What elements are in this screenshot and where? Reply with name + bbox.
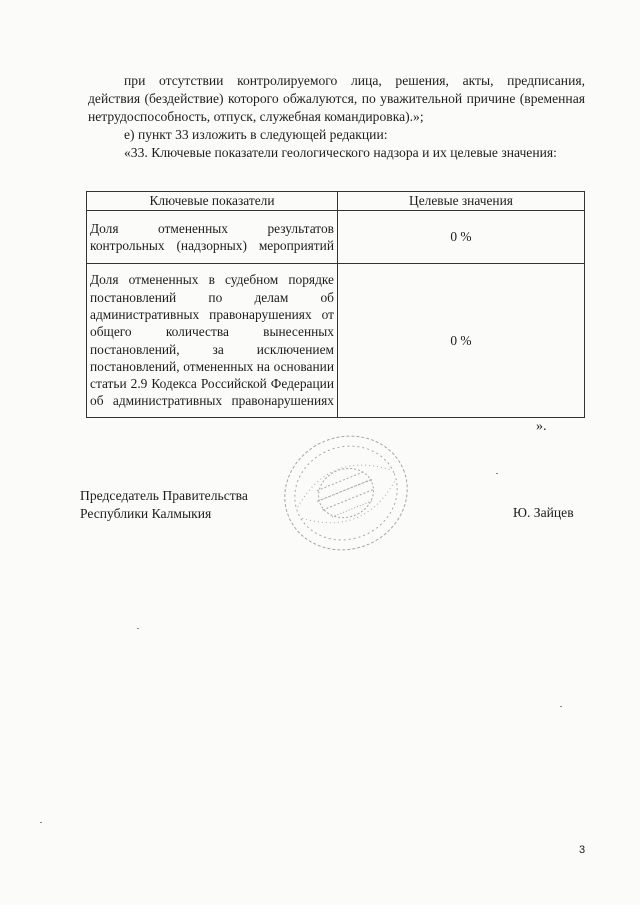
official-seal-stamp	[276, 428, 416, 558]
paragraph-1-continuation: действия (бездействие) которого обжалуются, по уважительной причине (временная нетрудоспособность, отпуск, служебная командировка).»;	[88, 91, 585, 124]
target-cell: 0 %	[338, 264, 585, 418]
signature-position-line-2: Республики Калмыкия	[80, 506, 212, 521]
indicator-cell	[87, 211, 338, 264]
signature-position	[80, 487, 248, 523]
target-cell: 0 %	[338, 211, 585, 264]
paragraph-3: «33. Ключевые показатели геологического надзора и их целевые значения:	[124, 145, 557, 160]
paragraph-2: е) пункт 33 изложить в следующей редакции:	[124, 127, 388, 142]
table-row	[87, 211, 585, 264]
header-targets: Целевые значения	[338, 192, 585, 211]
indicator-text: Доля отмененных результатов контрольных (надзорных) мероприятий	[90, 220, 334, 253]
indicator-cell	[87, 264, 338, 418]
kpi-table	[86, 191, 585, 418]
scan-speck	[496, 473, 498, 474]
paragraph-1-first-line: при отсутствии контролируемого лица, решения, акты, предписания,	[124, 73, 585, 88]
paragraph-line-1	[88, 72, 585, 90]
kpi-table-header-row	[87, 192, 585, 211]
signature-position-line-1: Председатель Правительства	[80, 488, 248, 503]
header-indicators: Ключевые показатели	[87, 192, 338, 211]
scan-speck	[137, 628, 139, 629]
signature-name: Ю. Зайцев	[513, 505, 574, 520]
scan-speck	[40, 822, 42, 823]
table-row	[87, 264, 585, 418]
closing-quote: ».	[536, 419, 547, 434]
indicator-text: Доля отмененных в судебном порядке постановлений по делам об административных правонарушениях от общего количества вынесенных постановлений, за исключением постановлений, отмененных на основании статьи 2.9 Кодекса Российской Федерации об административных правонарушениях	[90, 272, 334, 409]
page-number: 3	[579, 844, 586, 856]
scan-speck	[560, 706, 562, 707]
